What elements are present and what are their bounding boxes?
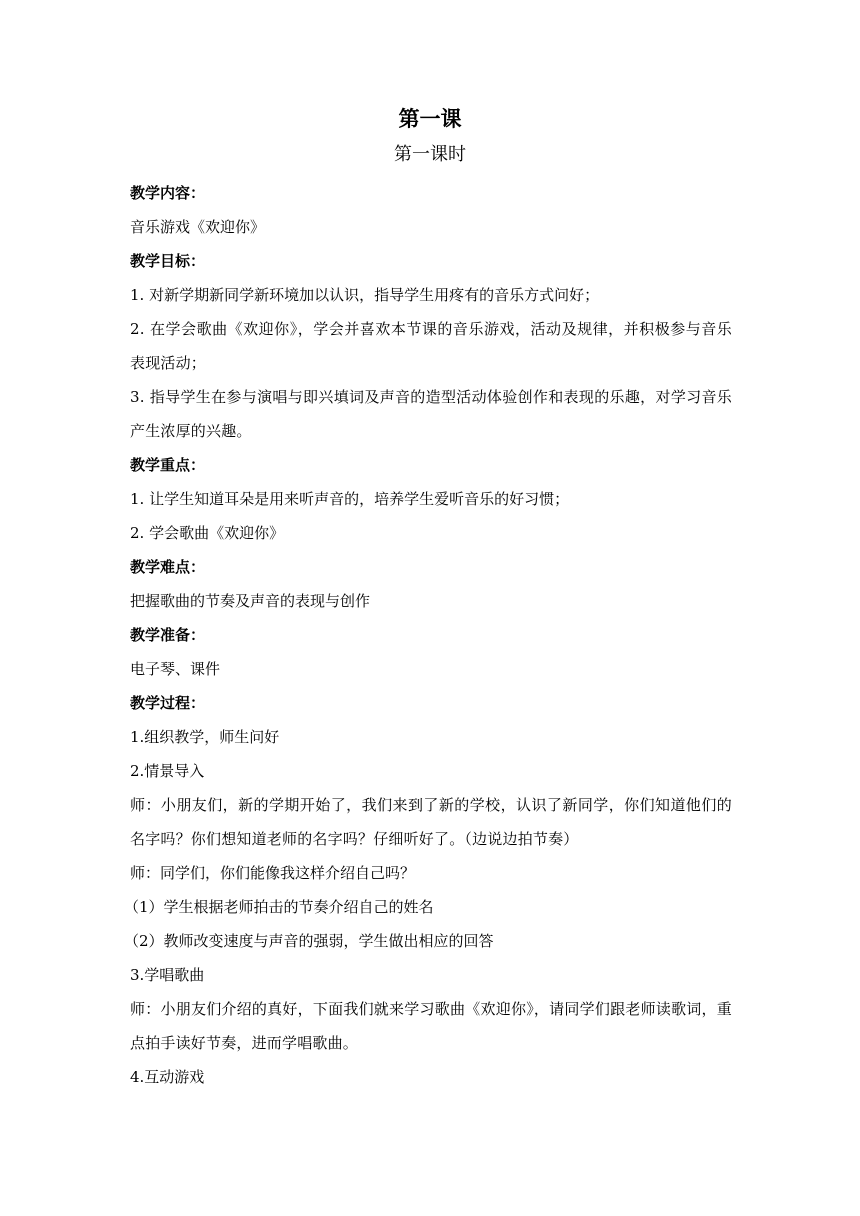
preparation-text: 电子琴、课件 [130,660,221,678]
key-point-1: 1. 让学生知道耳朵是用来听声音的，培养学生爱听音乐的好习惯； [130,490,570,508]
lesson-subtitle: 第一课时 [394,144,466,165]
goal-item-3: 3. 指导学生在参与演唱与即兴填词及声音的造型活动体验创作和表现的乐趣，对学习音乐产生浓厚的兴趣。 [130,388,732,440]
process-step-1: 1.组织教学，师生问好 [130,728,280,746]
lesson-title: 第一课 [398,106,462,131]
process-step-3: 3.学唱歌曲 [130,966,205,984]
process-step-2-sub-2: （2）教师改变速度与声音的强弱，学生做出相应的回答 [124,932,494,950]
goal-item-2: 2. 在学会歌曲《欢迎你》，学会并喜欢本节课的音乐游戏，活动及规律，并积极参与音乐表现活动； [130,320,732,372]
process-step-2-paragraph-2: 师：同学们，你们能像我这样介绍自己吗？ [130,864,416,882]
process-step-3-paragraph-1: 师：小朋友们介绍的真好，下面我们就来学习歌曲《欢迎你》，请同学们跟老师读歌词，重点拍手读好节奏，进而学唱歌曲。 [130,1000,732,1052]
key-point-2: 2. 学会歌曲《欢迎你》 [130,524,285,542]
process-heading: 教学过程： [130,694,206,712]
preparation-heading: 教学准备： [130,626,206,644]
content-text: 音乐游戏《欢迎你》 [130,218,266,236]
difficulty-heading: 教学难点： [130,558,206,576]
document-body [124,100,732,1094]
process-step-2-paragraph-1: 师：小朋友们，新的学期开始了，我们来到了新的学校，认识了新同学，你们知道他们的名字吗？你们想知道老师的名字吗？仔细听好了。（边说边拍节奏） [130,796,732,848]
goal-item-1: 1. 对新学期新同学新环境加以认识，指导学生用疼有的音乐方式问好； [130,286,600,304]
content-heading: 教学内容： [130,184,206,202]
difficulty-text: 把握歌曲的节奏及声音的表现与创作 [130,592,371,610]
goals-heading: 教学目标： [130,252,206,270]
key-points-heading: 教学重点： [130,456,206,474]
process-step-2: 2.情景导入 [130,762,205,780]
process-step-2-sub-1: （1）学生根据老师拍击的节奏介绍自己的姓名 [124,898,434,916]
process-step-4: 4.互动游戏 [130,1068,205,1086]
